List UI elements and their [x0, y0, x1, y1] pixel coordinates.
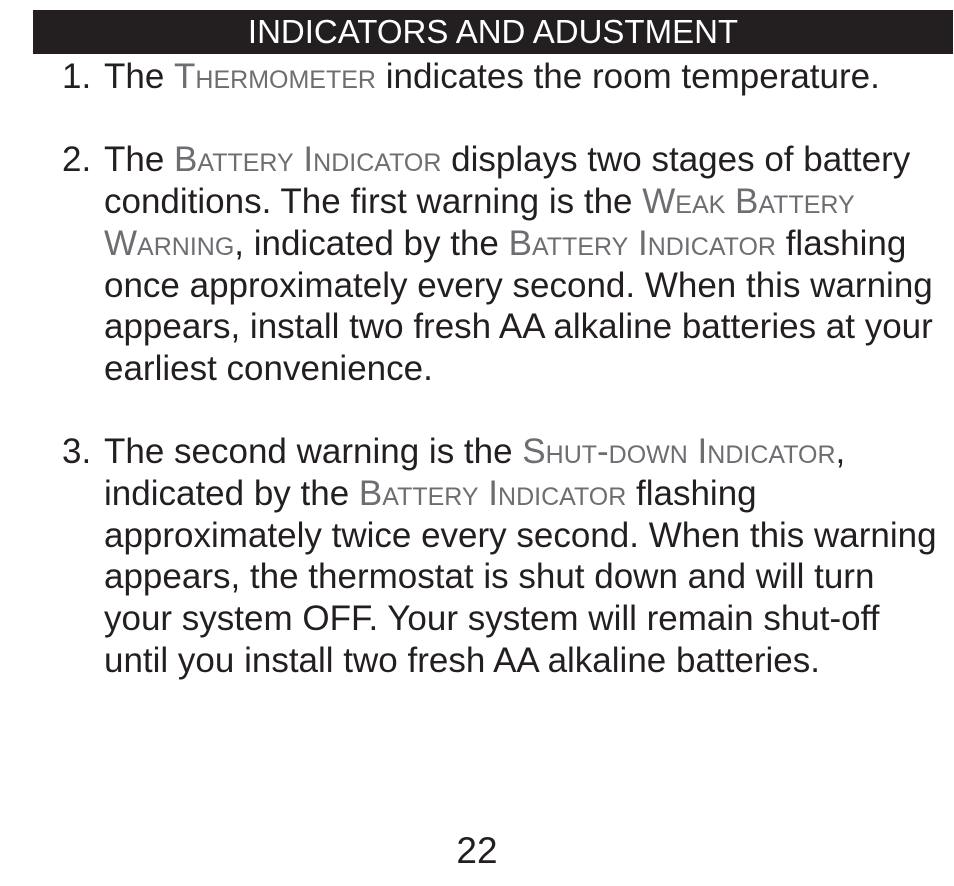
text-run: The second warning is the — [104, 432, 523, 472]
text-run: The — [104, 140, 175, 180]
list-item — [62, 139, 942, 389]
term-battery-indicator: Battery Indicator — [174, 140, 442, 180]
text-run: indicates the room temperature. — [375, 57, 880, 96]
term-thermometer: Thermometer — [174, 57, 376, 96]
text-run: flashing approximately twice every second. When this warning appears, the thermostat is shut down and will turn your system OFF. Your system will remain shut-off until you install two fresh AA alkaline batteries. — [104, 474, 937, 680]
text-run: flashing once approximately every second. When this warning appears, install two fresh AA alkaline batteries at your earliest convenience. — [104, 223, 933, 388]
item-text — [104, 56, 942, 98]
term-weak-battery-warning: Weak Battery Warning — [104, 182, 855, 263]
term-shut-down-indicator: Shut-down Indicator — [522, 432, 836, 472]
page-number: 22 — [456, 830, 498, 871]
item-number: 2. — [62, 140, 92, 180]
item-text — [104, 431, 942, 681]
term-battery-indicator: Battery Indicator — [358, 474, 627, 513]
text-run: displays two stages of battery conditions. The first warning is the — [104, 140, 911, 222]
text-run: , indicated by the — [234, 223, 509, 263]
list-item — [62, 431, 942, 681]
text-run: The — [104, 57, 175, 96]
item-number: 3. — [62, 432, 92, 472]
text-run: , indicated by the — [104, 432, 846, 513]
instruction-list — [62, 56, 942, 682]
item-text — [104, 139, 942, 389]
list-item — [62, 56, 942, 98]
section-header — [33, 10, 953, 54]
item-number: 1. — [62, 57, 92, 96]
term-battery-indicator: Battery Indicator — [508, 223, 776, 263]
section-title: INDICATORS AND ADUSTMENT — [247, 13, 739, 50]
